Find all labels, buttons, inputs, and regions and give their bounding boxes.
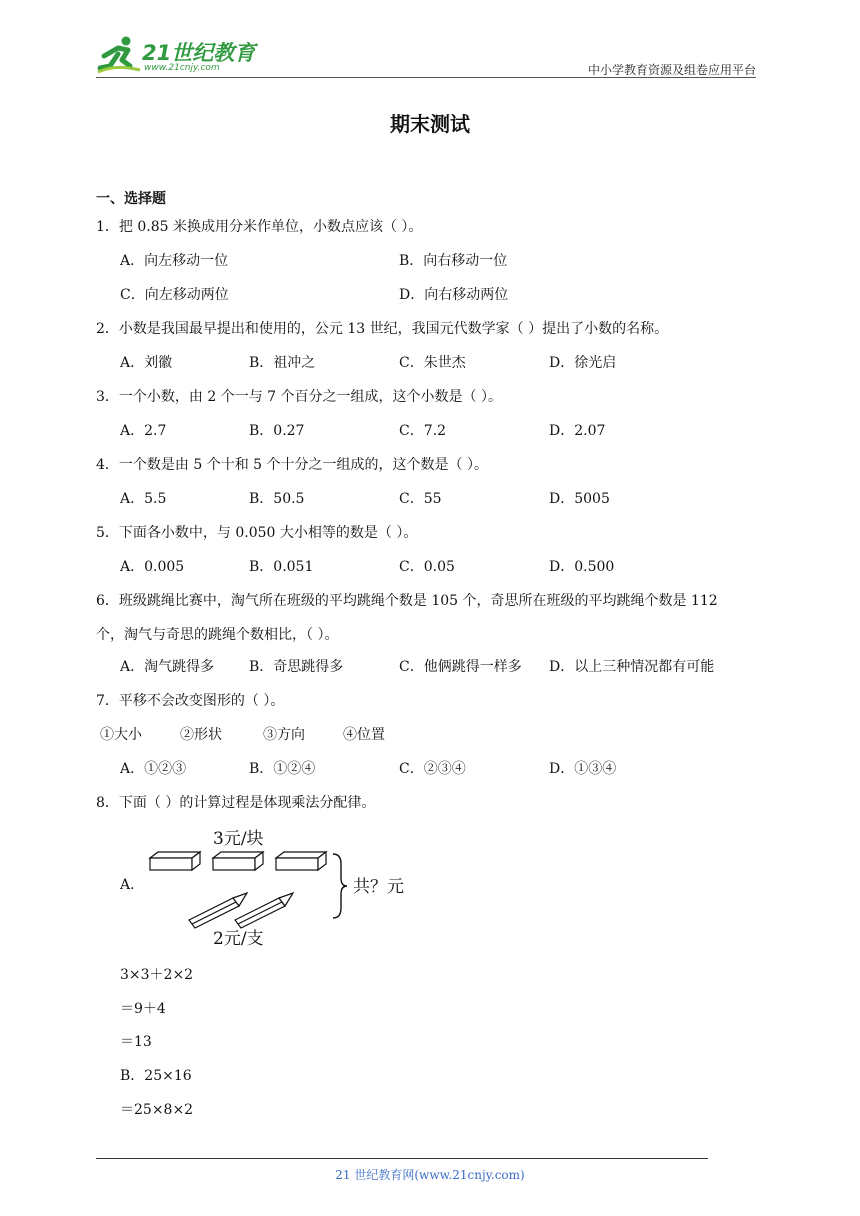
question-2-option-b: B．祖冲之 (249, 355, 316, 371)
option-a-calc-line-3: ＝13 (120, 1034, 152, 1050)
question-5-option-b: B．0.051 (249, 559, 314, 575)
question-8-stem: 8．下面（ ）的计算过程是体现乘法分配律。 (96, 795, 376, 811)
question-7-item-2: ②形状 (180, 727, 222, 743)
page-header (96, 34, 756, 78)
question-3-stem: 3．一个小数，由 2 个一与 7 个百分之一组成，这个小数是（ ）。 (96, 389, 502, 405)
runner-logo-icon (96, 34, 142, 78)
question-5-stem: 5．下面各小数中，与 0.050 大小相等的数是（ ）。 (96, 525, 418, 541)
question-3-option-a: A．2.7 (120, 423, 167, 439)
question-6-option-b: B．奇思跳得多 (249, 659, 344, 675)
brick-icon (213, 852, 263, 870)
price-per-pencil-label: 2元/支 (213, 929, 264, 949)
question-1-option-d: D．向右移动两位 (399, 287, 509, 303)
brick-icon (276, 852, 326, 870)
question-2-stem: 2．小数是我国最早提出和使用的，公元 13 世纪，我国元代数学家（ ）提出了小数的名称。 (96, 321, 669, 337)
question-4-option-a: A．5.5 (120, 491, 167, 507)
question-5-option-d: D．0.500 (549, 559, 615, 575)
question-1-stem: 1．把 0.85 米换成用分米作单位，小数点应该（ ）。 (96, 219, 423, 235)
question-6-option-a: A．淘气跳得多 (120, 659, 215, 675)
page-title: 期末测试 (390, 112, 470, 136)
option-a-calc-line-1: 3×3＋2×2 (120, 967, 194, 983)
question-4-stem: 4．一个数是由 5 个十和 5 个十分之一组成的，这个数是（ ）。 (96, 457, 488, 473)
footer-divider (96, 1158, 708, 1159)
question-2-option-a: A．刘徽 (120, 355, 173, 371)
question-3-option-d: D．2.07 (549, 423, 606, 439)
question-7-item-4: ④位置 (343, 727, 385, 743)
logo-url: www.21cnjy.com (144, 63, 220, 73)
question-7-item-1: ①大小 (100, 727, 142, 743)
question-7-option-d: D．①③④ (549, 761, 617, 777)
total-question-label: 共？元 (353, 877, 404, 897)
platform-name: 中小学教育资源及组卷应用平台 (587, 63, 756, 77)
question-7-item-3: ③方向 (263, 727, 305, 743)
question-7-option-c: C．②③④ (399, 761, 466, 777)
option-a-calc-line-2: ＝9＋4 (120, 1001, 166, 1017)
question-2-option-c: C．朱世杰 (399, 355, 466, 371)
site-logo (96, 34, 266, 78)
logo-text: 21世纪教育 (142, 41, 256, 65)
question-7-option-a: A．①②③ (120, 761, 187, 777)
question-5-option-a: A．0.005 (120, 559, 185, 575)
question-6-option-d: D．以上三种情况都有可能 (549, 659, 715, 675)
question-5-option-c: C．0.05 (399, 559, 455, 575)
question-7-stem: 7．平移不会改变图形的（ ）。 (96, 693, 285, 709)
header-divider (96, 77, 756, 78)
question-1-option-c: C．向左移动两位 (120, 287, 229, 303)
question-6-stem-line-1: 6．班级跳绳比赛中，淘气所在班级的平均跳绳个数是 105 个，奇思所在班级的平均跳绳个数是 112 (96, 593, 718, 609)
question-8-option-b: B．25×16 (120, 1068, 192, 1084)
question-1-option-b: B．向右移动一位 (399, 253, 508, 269)
footer-text: 21 世纪教育网(www.21cnjy.com) (335, 1168, 525, 1182)
question-1-option-a: A．向左移动一位 (120, 253, 229, 269)
price-per-brick-label: 3元/块 (213, 829, 264, 849)
question-4-option-c: C．55 (399, 491, 442, 507)
question-3-option-c: C．7.2 (399, 423, 446, 439)
question-8-option-a-label: A． (120, 877, 145, 893)
question-4-option-b: B．50.5 (249, 491, 305, 507)
section-heading: 一、选择题 (96, 191, 166, 207)
question-6-option-c: C．他俩跳得一样多 (399, 659, 522, 675)
question-6-stem-line-2: 个，淘气与奇思的跳绳个数相比，（ ）。 (96, 627, 339, 643)
brick-icon (150, 852, 200, 870)
question-4-option-d: D．5005 (549, 491, 610, 507)
question-7-option-b: B．①②④ (249, 761, 316, 777)
question-3-option-b: B．0.27 (249, 423, 305, 439)
question-2-option-d: D．徐光启 (549, 355, 617, 371)
bricks-pencils-figure (145, 826, 415, 952)
option-b-calc-line-1: ＝25×8×2 (120, 1102, 194, 1118)
curly-brace-icon (333, 854, 347, 918)
